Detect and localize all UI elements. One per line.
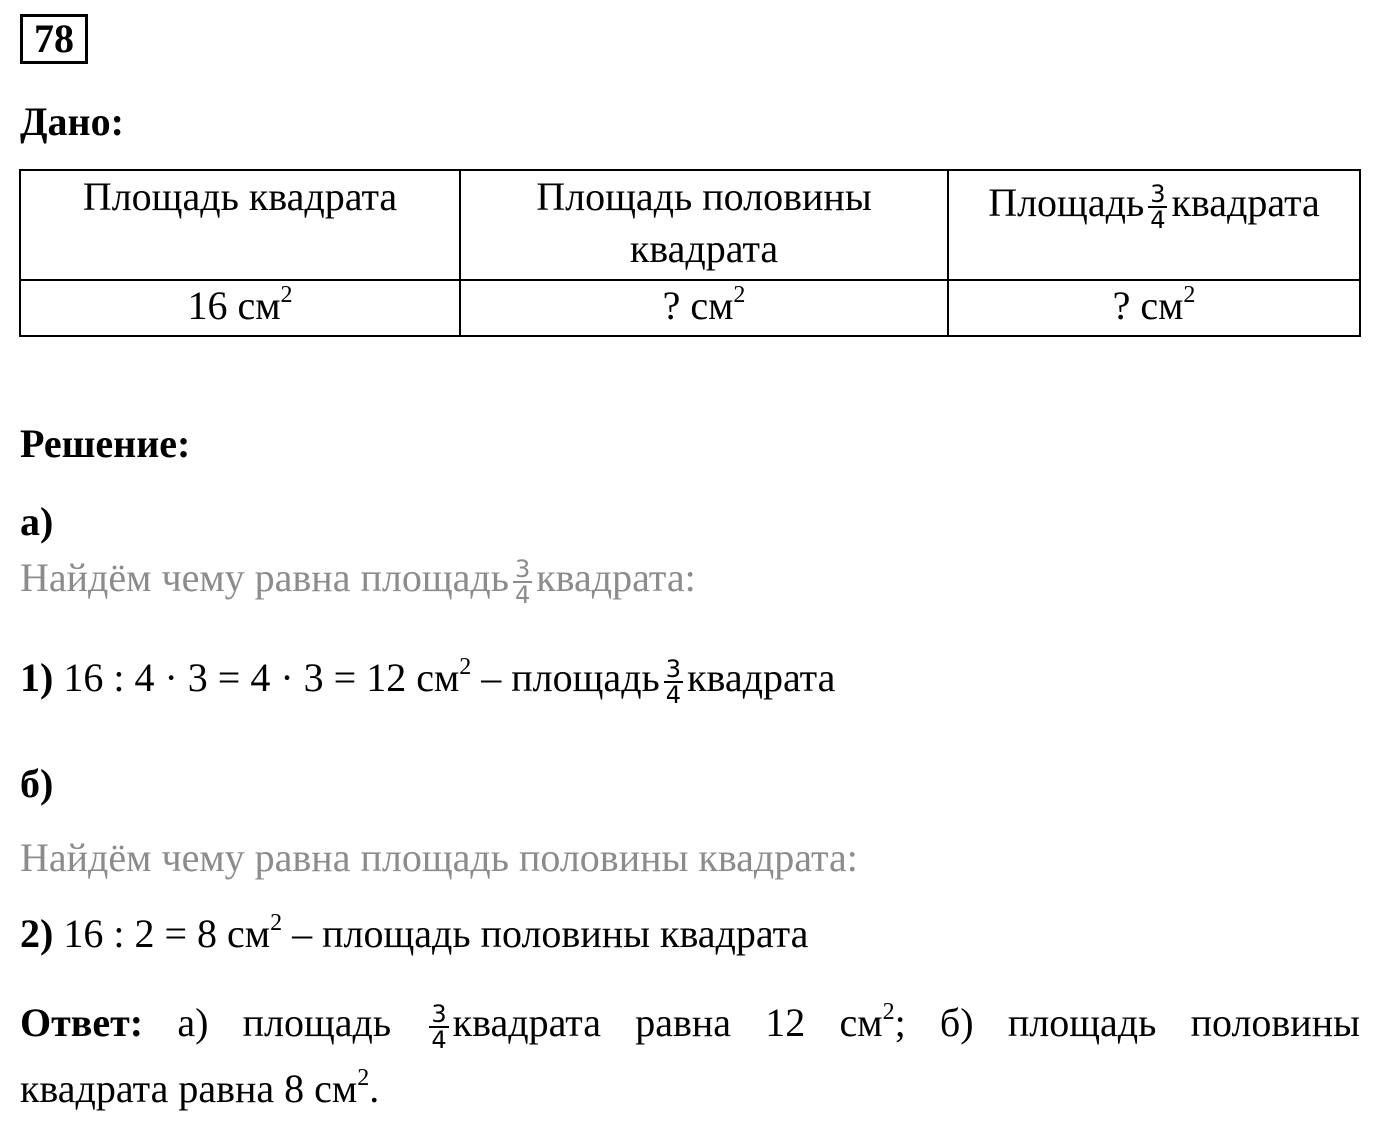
- part-b-hint: Найдём чему равна площадь половины квадрата:: [20, 835, 858, 880]
- step-1-number: 1): [20, 655, 54, 700]
- given-table: [19, 169, 1361, 337]
- answer-paragraph: [20, 990, 1360, 1122]
- given-heading: Дано:: [20, 99, 124, 144]
- header-half-square-area: [460, 170, 948, 280]
- part-a-label: а): [20, 499, 54, 544]
- value-half-square-area: ? $см^2$: [460, 280, 948, 336]
- step-1: 1) 16 : 4 · 3 = 4 · 3 = 12 $см^2$ – площадь $\frac{3}{4}$ квадрата: [20, 654, 836, 709]
- header-half-square-area-text: Площадь половины квадрата: [536, 174, 872, 271]
- table-values-row: [20, 280, 1360, 336]
- header-square-area-text: Площадь квадрата: [82, 174, 398, 219]
- part-b-label: б): [20, 761, 54, 806]
- step-2: 2) 16 : 2 = 8 $см^2$ – площадь половины квадрата: [20, 910, 809, 956]
- header-col3-after: квадрата: [1171, 180, 1320, 225]
- header-col3-before: Площадь: [988, 180, 1145, 225]
- fraction-three-quarters: $\frac{3}{4}$: [514, 554, 531, 609]
- fraction-three-quarters: $\frac{3}{4}$: [431, 999, 447, 1054]
- value-three-quarter-area: ? $см^2$: [948, 280, 1360, 336]
- part-a-hint: Найдём чему равна площадь $\frac{3}{4}$ квадрата:: [20, 554, 696, 609]
- problem-number: 78: [20, 14, 88, 64]
- step-2-number: 2): [20, 911, 54, 956]
- solution-heading: Решение:: [20, 421, 191, 466]
- fraction-three-quarters: $\frac{3}{4}$: [1150, 179, 1166, 234]
- answer-label: Ответ:: [20, 1000, 144, 1045]
- header-three-quarter-area: [948, 170, 1360, 280]
- fraction-three-quarters: $\frac{3}{4}$: [665, 654, 682, 709]
- answer-line-2: квадрата равна 8 $см^2$.: [20, 1065, 380, 1111]
- table-header-row: [20, 170, 1360, 280]
- value-square-area: 16 $см^2$: [20, 280, 460, 336]
- header-square-area: [20, 170, 460, 280]
- answer-line-1: Ответ: а) площадь $\frac{3}{4}$ квадрата равна 12 $см^2$; б) площадь половины: [20, 999, 1360, 1054]
